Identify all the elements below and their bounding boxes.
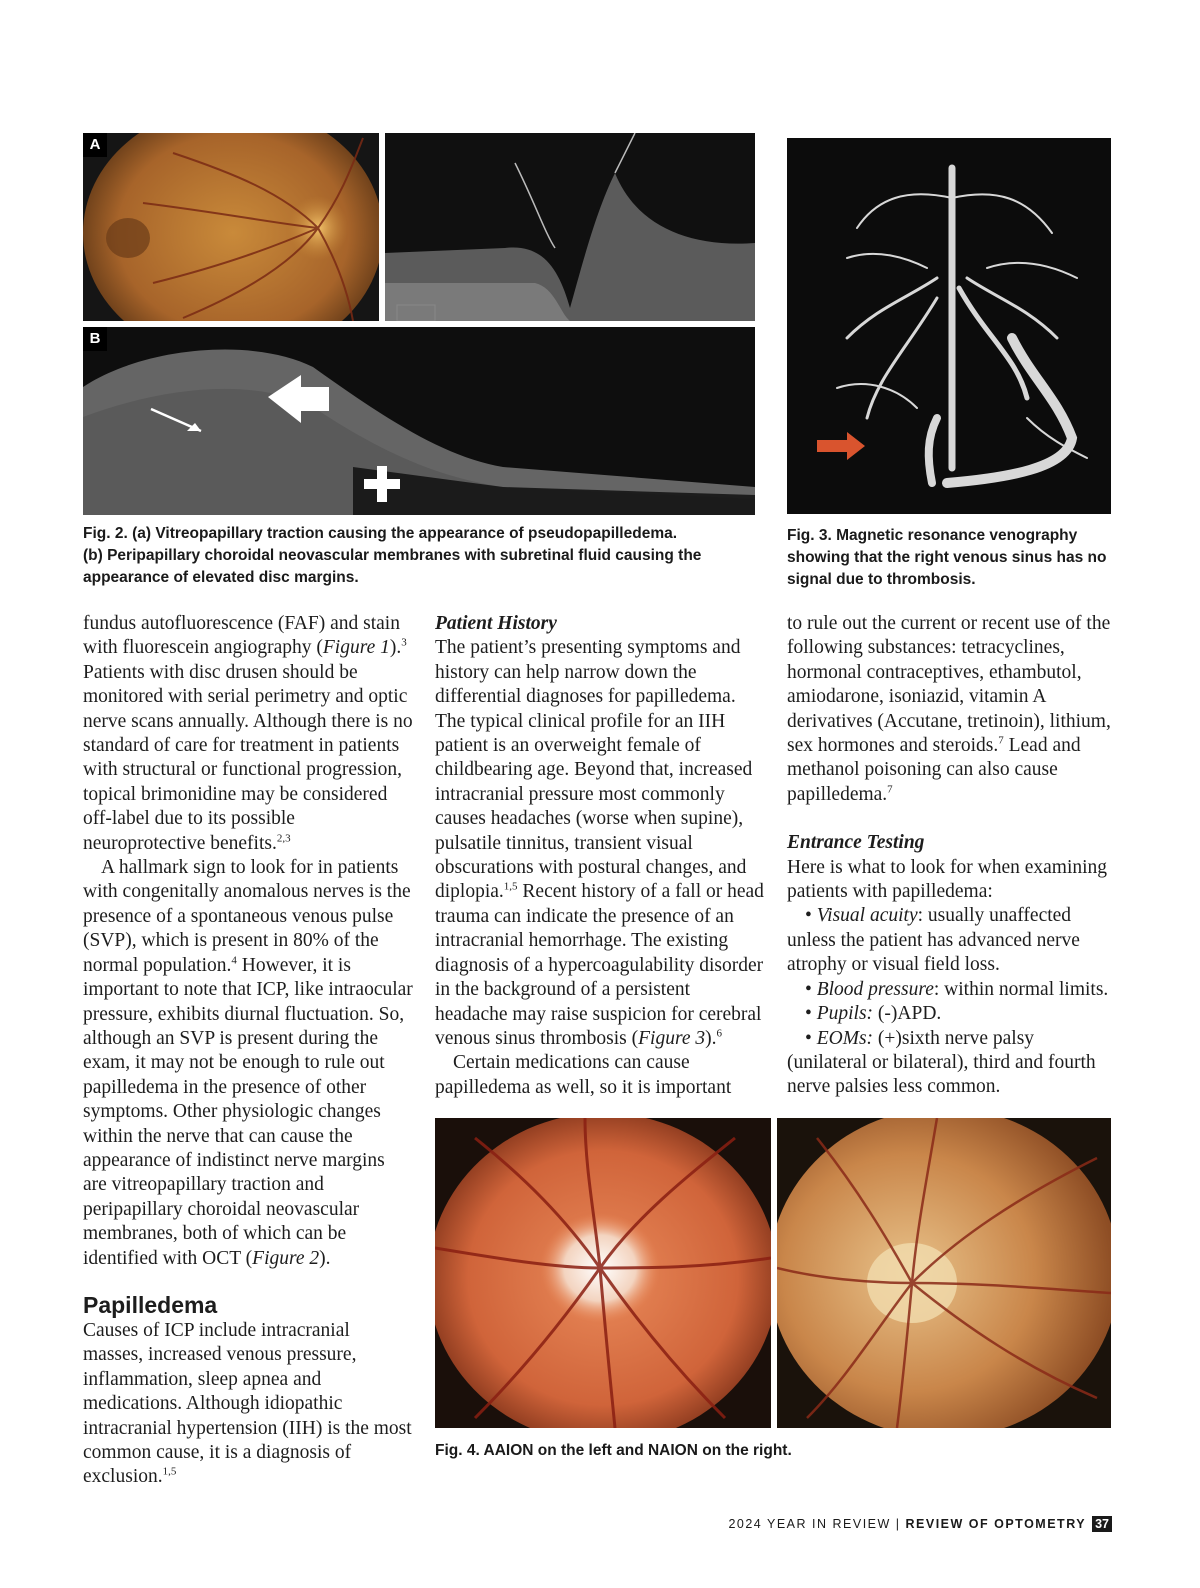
subhead-patient-history: Patient History — [435, 613, 557, 634]
col3-paragraph-1: to rule out the current or recent use of the following substances: tetracyclines, hormonal contraceptives, ethambutol, amiodarone, isoniazid, vitamin A derivatives (Accutane, tretinoin), lithium, sex hormones and steroids.$^7$ Lead and methanol poisoning can also cause papilledema.$^7$ — [787, 613, 1111, 805]
fig2-panel-a-label: A — [83, 133, 107, 157]
bullet-blood-pressure: • Blood pressure: within normal limits. — [805, 978, 1109, 1000]
col1-paragraph-2: A hallmark sign to look for in patients with congenitally anomalous nerves is the presence of a spontaneous venous pulse (SVP), which is present in 80% of the normal population.$^4$ However, it is important to note that ICP, like intraocular pressure, exhibits diurnal fluctuation. So, although an SVP is present during the exam, it may not be enough to rule out papilledema in the presence of other symptoms. Other physiologic changes within the nerve that can cause the appearance of indistinct nerve margins are vitreopapillary traction and peripapillary choroidal neovascular membranes, both of which can be identified with OCT (Figure 2). — [83, 857, 413, 1269]
bullet-pupils: • Pupils: (-)APD. — [805, 1003, 942, 1025]
col2-paragraph-2: Certain medications can cause papilledema as well, so it is important — [435, 1052, 732, 1098]
figure-2-reference: Figure 2 — [252, 1247, 320, 1269]
fig2-caption-line1: Fig. 2. (a) Vitreopapillary traction causing the appearance of pseudopapilledema. — [83, 525, 678, 542]
col3-paragraph-2: Here is what to look for when examining patients with papilledema: — [787, 856, 1108, 903]
fig3-caption — [787, 525, 1117, 591]
figure-3-reference: Figure 3 — [638, 1027, 706, 1049]
page-footer — [728, 1516, 1112, 1532]
body-column-2 — [435, 612, 765, 1100]
fig2a-oct-scan — [385, 133, 755, 321]
fig4-aaion-fundus-photo — [435, 1118, 771, 1428]
col1-paragraph-1: fundus autofluorescence (FAF) and stain with fluorescein angiography (Figure 1).$^3$ Patients with disc drusen should be monitored with serial perimetry and optic nerve scans annually. Although there is no standard of care for treatment in patients with structural or functional progression, topical brimonidine may be considered off-label due to its possible neuroprotective benefits.$^{2,3}$ — [83, 613, 413, 854]
fig2-caption-line3: appearance of elevated disc margins. — [83, 569, 359, 586]
body-column-3 — [787, 612, 1117, 1100]
page-number: 37 — [1092, 1516, 1112, 1532]
col1-paragraph-3: Causes of ICP include intracranial masses, increased venous pressure, inflammation, sleep apnea and medications. Although idiopathic intracranial hypertension (IIH) is the most common cause, it is a diagnosis of exclusion.$^{1,5}$ — [83, 1319, 412, 1488]
section-heading-papilledema: Papilledema — [83, 1291, 218, 1318]
bullet-visual-acuity: • Visual acuity: usually unaffected unless the patient has advanced nerve atrophy or visual field loss. — [787, 905, 1080, 976]
fig4-naion-fundus-photo — [777, 1118, 1111, 1428]
footer-journal-name: REVIEW OF OPTOMETRY — [905, 1517, 1087, 1531]
fig2-panel-b-label: B — [83, 327, 107, 351]
fig2b-oct-scan — [83, 327, 755, 515]
bullet-eoms: • EOMs: (+)sixth nerve palsy (unilateral or bilateral), third and fourth nerve palsies less common. — [787, 1027, 1096, 1098]
fig3-caption-line2: showing that the right venous sinus has no — [787, 549, 1107, 566]
fig2-caption — [83, 523, 763, 589]
body-column-1 — [83, 612, 413, 1490]
fig3-mr-venography — [787, 138, 1111, 514]
fig4-caption: Fig. 4. AAION on the left and NAION on the right. — [435, 1442, 792, 1459]
subhead-entrance-testing: Entrance Testing — [787, 832, 925, 854]
fig2-caption-line2: (b) Peripapillary choroidal neovascular membranes with subretinal fluid causing the — [83, 547, 702, 564]
figure-1-reference: Figure 1 — [322, 637, 390, 659]
fig3-caption-line3: signal due to thrombosis. — [787, 571, 976, 588]
footer-issue-label: 2024 YEAR IN REVIEW | — [728, 1517, 906, 1531]
fig3-caption-line1: Fig. 3. Magnetic resonance venography — [787, 527, 1078, 544]
col2-paragraph-1: The patient’s presenting symptoms and history can help narrow down the differential diagnoses for papilledema. The typical clinical profile for an IIH patient is an overweight female of childbearing age. Beyond that, increased intracranial pressure most commonly causes headaches (worse when supine), pulsatile tinnitus, transient visual obscurations with postural changes, and diplopia.$^{1,5}$ Recent history of a fall or head trauma can indicate the presence of an intracranial hemorrhage. The existing diagnosis of a hypercoagulability disorder in the background of a persistent headache may raise suspicion for cerebral venous sinus thrombosis (Figure 3).$^6$ — [435, 637, 764, 1049]
fig2a-fundus-photo — [83, 133, 379, 321]
